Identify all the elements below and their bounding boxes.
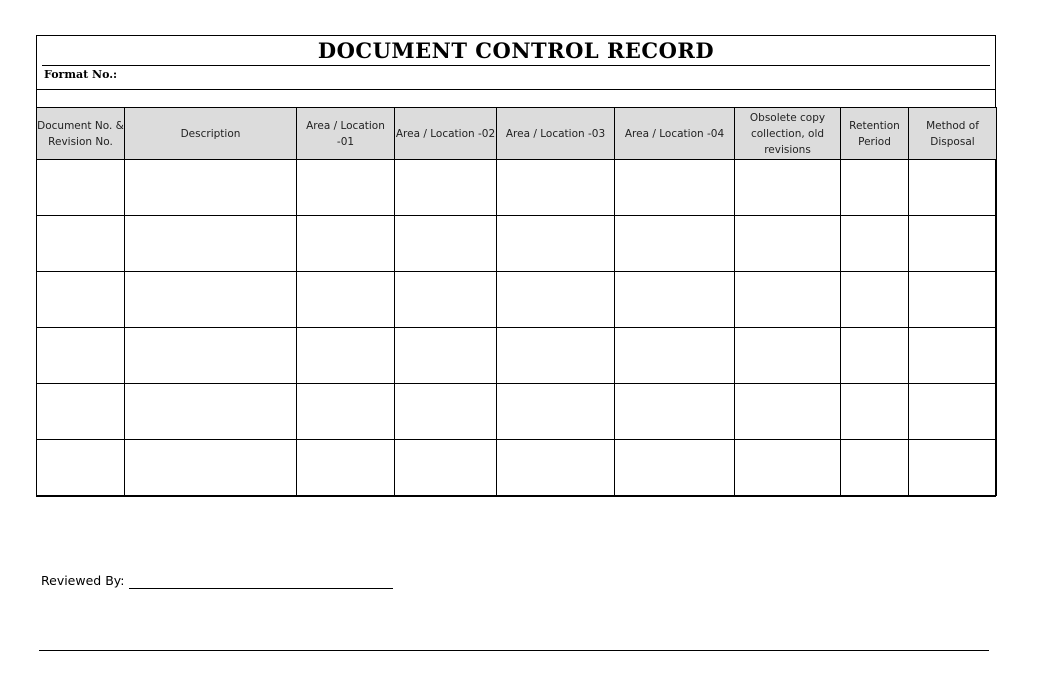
table-cell[interactable] <box>125 160 297 216</box>
column-header: Retention Period <box>841 108 909 160</box>
table-row <box>37 160 997 216</box>
page-title: DOCUMENT CONTROL RECORD <box>317 38 715 63</box>
table-cell[interactable] <box>37 216 125 272</box>
table-cell[interactable] <box>909 272 997 328</box>
table-cell[interactable] <box>395 272 497 328</box>
document-control-table <box>36 107 997 496</box>
table-cell[interactable] <box>497 384 615 440</box>
table-cell[interactable] <box>125 272 297 328</box>
table-cell[interactable] <box>841 272 909 328</box>
table-cell[interactable] <box>841 216 909 272</box>
table-cell[interactable] <box>615 384 735 440</box>
table-cell[interactable] <box>395 160 497 216</box>
table-row <box>37 328 997 384</box>
table-row <box>37 272 997 328</box>
title-block <box>37 36 995 89</box>
table-cell[interactable] <box>909 384 997 440</box>
column-header: Document No. & Revision No. <box>37 108 125 160</box>
table-cell[interactable] <box>297 160 395 216</box>
table-cell[interactable] <box>497 328 615 384</box>
column-header: Obsolete copy collection, old revisions <box>735 108 841 160</box>
table-cell[interactable] <box>615 328 735 384</box>
table-cell[interactable] <box>615 160 735 216</box>
table-cell[interactable] <box>909 440 997 496</box>
document-control-form <box>36 35 996 497</box>
table-cell[interactable] <box>735 328 841 384</box>
table-cell[interactable] <box>297 216 395 272</box>
table-row <box>37 384 997 440</box>
table-row <box>37 440 997 496</box>
column-header: Description <box>125 108 297 160</box>
table-cell[interactable] <box>909 328 997 384</box>
table-cell[interactable] <box>615 440 735 496</box>
table-cell[interactable] <box>497 216 615 272</box>
table-cell[interactable] <box>395 384 497 440</box>
table-cell[interactable] <box>735 384 841 440</box>
table-cell[interactable] <box>297 440 395 496</box>
table-cell[interactable] <box>841 328 909 384</box>
table-cell[interactable] <box>125 216 297 272</box>
column-header: Area / Location -02 <box>395 108 497 160</box>
table-cell[interactable] <box>37 328 125 384</box>
table-cell[interactable] <box>909 216 997 272</box>
blank-spacer-row <box>37 90 995 107</box>
table-cell[interactable] <box>395 328 497 384</box>
reviewed-by-field[interactable] <box>129 574 393 589</box>
table-cell[interactable] <box>735 272 841 328</box>
table-cell[interactable] <box>37 384 125 440</box>
table-cell[interactable] <box>37 272 125 328</box>
table-cell[interactable] <box>841 384 909 440</box>
table-cell[interactable] <box>735 160 841 216</box>
table-cell[interactable] <box>297 328 395 384</box>
table-cell[interactable] <box>37 160 125 216</box>
table-cell[interactable] <box>615 272 735 328</box>
format-number-label: Format No.: <box>44 68 118 81</box>
reviewed-by-label: Reviewed By: <box>41 573 125 588</box>
table-row <box>37 216 997 272</box>
reviewed-by-section <box>41 573 393 589</box>
title-divider <box>42 65 990 66</box>
table-cell[interactable] <box>909 160 997 216</box>
table-cell[interactable] <box>395 440 497 496</box>
footer-divider <box>39 650 989 651</box>
table-cell[interactable] <box>497 272 615 328</box>
table-cell[interactable] <box>841 440 909 496</box>
table-cell[interactable] <box>125 328 297 384</box>
table-cell[interactable] <box>497 440 615 496</box>
table-cell[interactable] <box>125 440 297 496</box>
table-header-row <box>37 108 997 160</box>
table-cell[interactable] <box>735 216 841 272</box>
table-cell[interactable] <box>297 272 395 328</box>
table-body <box>37 160 997 496</box>
table-cell[interactable] <box>615 216 735 272</box>
column-header: Area / Location -03 <box>497 108 615 160</box>
table-cell[interactable] <box>395 216 497 272</box>
table-cell[interactable] <box>841 160 909 216</box>
table-cell[interactable] <box>497 160 615 216</box>
table-cell[interactable] <box>125 384 297 440</box>
column-header: Method of Disposal <box>909 108 997 160</box>
table-cell[interactable] <box>297 384 395 440</box>
column-header: Area / Location -01 <box>297 108 395 160</box>
table-cell[interactable] <box>37 440 125 496</box>
table-cell[interactable] <box>735 440 841 496</box>
column-header: Area / Location -04 <box>615 108 735 160</box>
